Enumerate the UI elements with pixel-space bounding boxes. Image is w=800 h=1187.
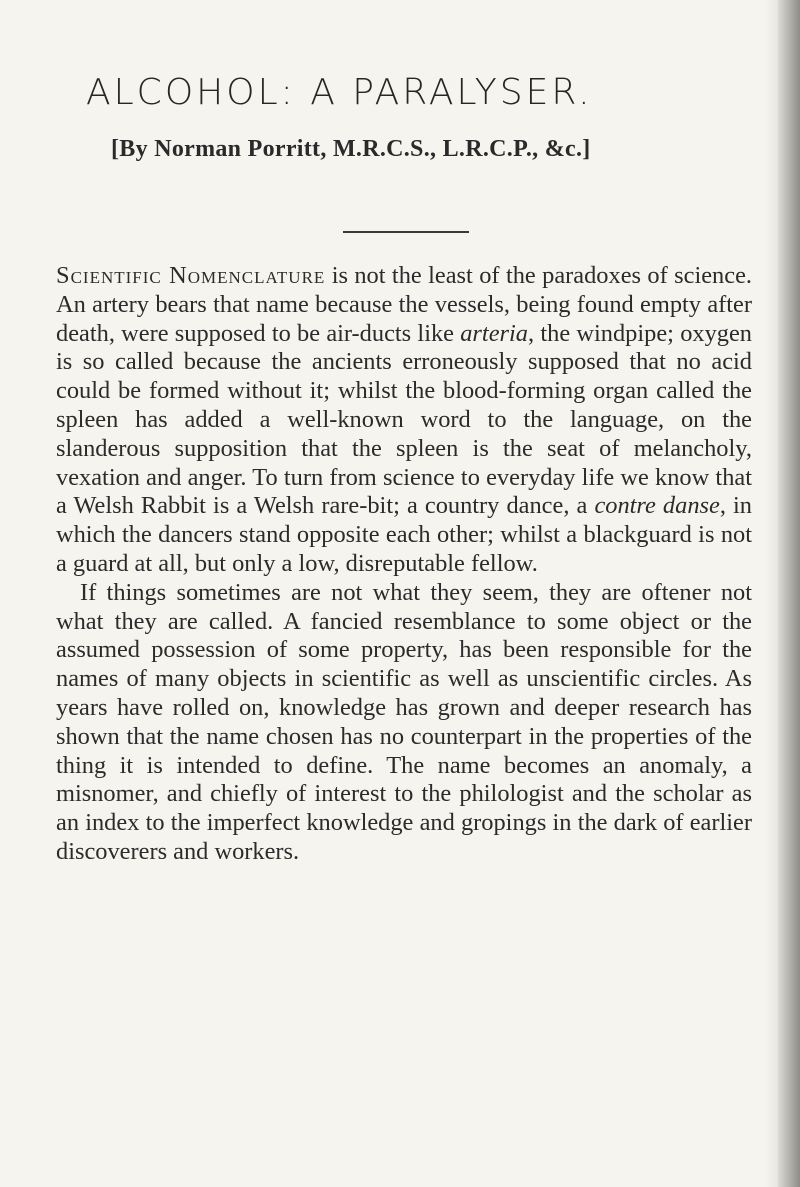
article-title: ALCOHOL: A PARALYSER. xyxy=(86,72,593,113)
paragraph-2 xyxy=(56,579,752,867)
section-divider xyxy=(343,231,469,233)
author-byline: [By Norman Porritt, M.R.C.S., L.R.C.P., &c.] xyxy=(111,136,591,162)
text-segment: is not the least of the paradoxes of science. An artery bears that name because the vessels, being found empty after death, were supposed to be air-ducts like xyxy=(56,262,752,347)
paragraph-1 xyxy=(56,262,752,579)
paragraph-lead: Scientific Nomenclature xyxy=(56,262,326,289)
italic-term: arteria xyxy=(460,319,528,347)
text-segment: , the windpipe; oxygen is so called because the ancients erroneously supposed that no acid could be formed without it; whilst the blood-forming organ called the spleen has added a well-known word to the language, on the slanderous supposition that the spleen is the seat of melancholy, vexation and anger. To turn from science to everyday life we know that a Welsh Rabbit is a Welsh rare-bit; a country dance, a xyxy=(56,319,752,520)
page-edge xyxy=(778,0,800,1187)
page-gutter-shadow xyxy=(766,0,778,1187)
text-segment: , in which the dancers stand opposite each other; whilst a blackguard is not a guard at all, but only a low, disreputable fellow. xyxy=(56,492,753,577)
italic-term: contre danse xyxy=(594,492,720,520)
text-segment: If things sometimes are not what they seem, they are oftener not what they are called. A fancied resemblance to some object or the assumed possession of some property, has been responsible for the names of many objects in scientific as well as unscientific circles. As years have rolled on, knowledge has grown and deeper research has shown that the name chosen has no counterpart in the properties of the thing it is intended to define. The name becomes an anomaly, a misnomer, and chiefly of interest to the philologist and the scholar as an index to the imperfect knowledge and gropings in the dark of earlier discoverers and workers. xyxy=(56,578,752,865)
article-body xyxy=(56,262,752,867)
